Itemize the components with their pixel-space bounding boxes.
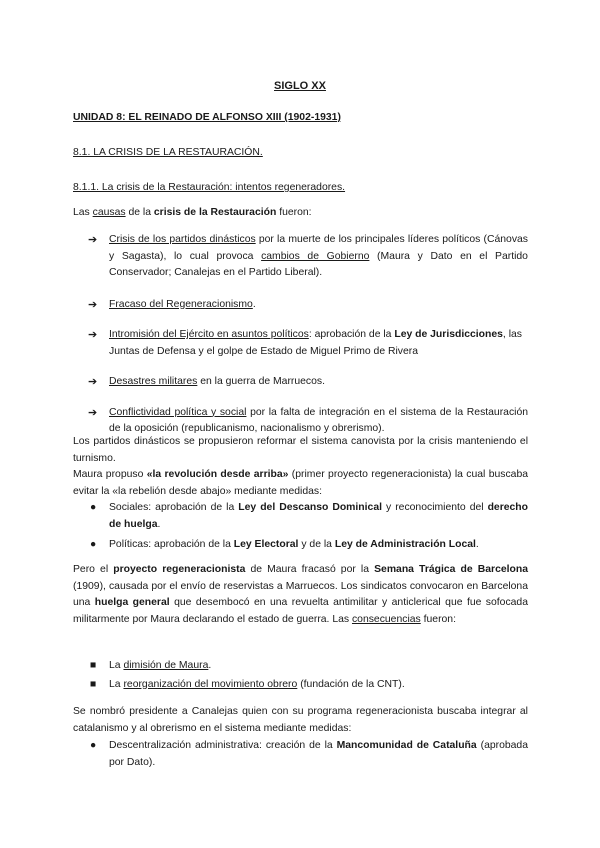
paragraph-maura: Maura propuso «la revolución desde arriba» (primer proyecto regeneracionista) la cual buscaba evitar la «la rebelión desde abajo» mediante medidas: bbox=[73, 469, 529, 497]
paragraph-turnismo: Los partidos dinásticos se propusieron reformar el sistema canovista por la crisis manteniendo el turnismo. bbox=[73, 436, 528, 464]
paragraph-canalejas: Se nombró presidente a Canalejas quien con su programa regeneracionista buscaba integrar al catalanismo y al obrerismo en el sistema mediante medidas: bbox=[73, 706, 528, 734]
square-bullet-icon: ■ bbox=[90, 678, 97, 690]
arrow-icon: ➔ bbox=[88, 376, 98, 388]
list-item: ■ La dimisión de Maura. bbox=[88, 658, 528, 675]
bullet-icon: ● bbox=[90, 502, 97, 513]
section-heading: 8.1. LA CRISIS DE LA RESTAURACIÓN. bbox=[73, 147, 263, 158]
list-item: ● Sociales: aprobación de la Ley del Descanso Dominical y reconocimiento del derecho de huelga. bbox=[90, 502, 528, 530]
arrow-icon: ➔ bbox=[88, 298, 98, 311]
list-item: ● Descentralización administrativa: creación de la Mancomunidad de Cataluña (aprobada por Dato). bbox=[90, 740, 528, 768]
canalejas-measures-list bbox=[88, 738, 528, 771]
arrow-icon: ➔ bbox=[88, 329, 98, 341]
bullet-icon: ● bbox=[90, 539, 97, 550]
arrow-icon: ➔ bbox=[88, 234, 98, 246]
bullet-icon: ● bbox=[90, 740, 97, 751]
list-item: ➔ Crisis de los partidos dinásticos por la muerte de los principales líderes políticos (Cánovas y Sagasta), lo cual provoca cambios de Gobierno (Maura y Dato en el Partido Conservador; Canalejas en el Partido Liberal). bbox=[88, 234, 528, 278]
paragraph-semana-tragica: Pero el proyecto regeneracionista de Maura fracasó por la Semana Trágica de Barcelona (1909), causada por el envío de reservistas a Marruecos. Los sindicatos convocaron en Barcelona una huelga general que desembocó en una revuelta antimilitar y anticlerical que fue sofocada militarmente por Maura declarando el estado de guerra. Las consecuencias fueron: bbox=[73, 564, 528, 625]
intro-paragraph: Las causas de la crisis de la Restauración fueron: bbox=[73, 207, 312, 218]
list-item: ➔ Desastres militares en la guerra de Marruecos. bbox=[88, 374, 528, 391]
subsection-heading: 8.1.1. La crisis de la Restauración: intentos regeneradores. bbox=[73, 182, 346, 193]
list-item: ● Políticas: aprobación de la Ley Electoral y de la Ley de Administración Local. bbox=[88, 537, 528, 554]
unit-heading: UNIDAD 8: EL REINADO DE ALFONSO XIII (1902-1931) bbox=[73, 112, 341, 123]
maura-measures-list bbox=[88, 500, 528, 554]
arrow-icon: ➔ bbox=[88, 406, 98, 419]
list-item: ➔ Intromisión del Ejército en asuntos políticos: aprobación de la Ley de Jurisdicciones, las Juntas de Defensa y el golpe de Estado de Miguel Primo de Rivera bbox=[88, 329, 522, 357]
square-bullet-icon: ■ bbox=[90, 660, 97, 671]
causes-list bbox=[88, 232, 528, 438]
doc-title: SIGLO XX bbox=[274, 80, 326, 92]
list-item: ➔ Conflictividad política y social por la falta de integración en el sistema de la Restauración de la oposición (republicanismo, nacionalismo y obrerismo). bbox=[88, 406, 529, 434]
list-item: ➔ Fracaso del Regeneracionismo. bbox=[88, 297, 528, 314]
list-item: ■ La reorganización del movimiento obrero (fundación de la CNT). bbox=[88, 677, 528, 694]
consequences-list bbox=[88, 658, 528, 693]
